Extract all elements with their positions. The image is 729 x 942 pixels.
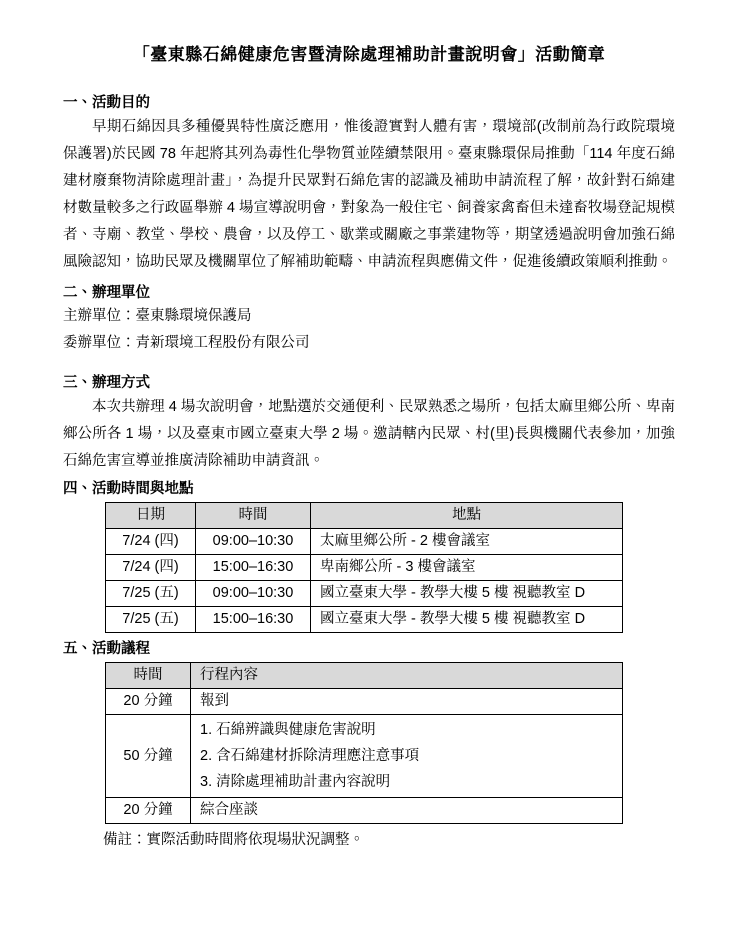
agenda-row	[106, 689, 623, 715]
section-heading-agenda: 五、活動議程	[63, 641, 150, 657]
section-heading-schedule: 四、活動時間與地點	[63, 481, 194, 497]
schedule-row	[106, 581, 623, 607]
agenda-content: 報到	[191, 689, 623, 715]
agenda-row	[106, 798, 623, 824]
section-purpose	[63, 93, 675, 276]
schedule-table	[105, 502, 623, 633]
agenda-duration: 20 分鐘	[106, 689, 191, 715]
agenda-duration: 20 分鐘	[106, 798, 191, 824]
agenda-duration: 50 分鐘	[106, 715, 191, 798]
schedule-header-location: 地點	[311, 503, 623, 529]
agenda-note: 備註：實際活動時間將依現場狀況調整。	[103, 832, 364, 848]
method-paragraph: 本次共辦理 4 場次說明會，地點選於交通便利、民眾熟悉之場所，包括太麻里鄉公所、卑南鄉公所各 1 場，以及臺東市國立臺東大學 2 場。邀請轄內民眾、村(里)長與機關代表參加，加強石綿危害宣導並推廣清除補助申請資訊。	[63, 399, 675, 469]
agenda-header-row	[106, 663, 623, 689]
contractor-organizer-line: 委辦單位：青新環境工程股份有限公司	[63, 335, 310, 351]
schedule-date: 7/25 (五)	[106, 607, 196, 633]
schedule-header-date: 日期	[106, 503, 196, 529]
agenda-item: 3. 清除處理補助計畫內容說明	[200, 774, 391, 790]
schedule-row	[106, 555, 623, 581]
agenda-item: 1. 石綿辨識與健康危害說明	[200, 722, 376, 738]
schedule-date: 7/25 (五)	[106, 581, 196, 607]
agenda-content: 綜合座談	[191, 798, 623, 824]
host-organizer-line: 主辦單位：臺東縣環境保護局	[63, 308, 252, 324]
agenda-item: 2. 含石綿建材拆除清理應注意事項	[200, 748, 420, 764]
section-heading-purpose: 一、活動目的	[63, 95, 150, 111]
schedule-location: 國立臺東大學 - 教學大樓 5 樓 視聽教室 D	[311, 607, 623, 633]
schedule-time: 09:00–10:30	[196, 581, 311, 607]
agenda-content-list	[191, 715, 623, 798]
section-heading-organizers: 二、辦理單位	[63, 285, 150, 301]
schedule-time: 15:00–16:30	[196, 607, 311, 633]
schedule-location: 卑南鄉公所 - 3 樓會議室	[311, 555, 623, 581]
purpose-paragraph: 早期石綿因具多種優異特性廣泛應用，惟後證實對人體有害，環境部(改制前為行政院環境保護署)於民國 78 年起將其列為毒性化學物質並陸續禁限用。臺東縣環保局推動「114 年度石綿建材廢棄物清除處理計畫」，為提升民眾對石綿危害的認識及補助申請流程了解，故針對石綿建材數量較多之行政區舉辦 4 場宣導說明會，對象為一般住宅、飼養家禽畜但未達畜牧場登記規模者、寺廟、教堂、學校、農會，以及停工、歇業或關廠之事業建物等，期望透過說明會加強石綿風險認知，協助民眾及機關單位了解補助範疇、申請流程與應備文件，促進後續政策順利推動。	[63, 119, 675, 270]
agenda-header-content: 行程內容	[191, 663, 623, 689]
agenda-row	[106, 715, 623, 798]
section-schedule	[63, 479, 675, 633]
schedule-time: 09:00–10:30	[196, 529, 311, 555]
section-heading-method: 三、辦理方式	[63, 375, 150, 391]
schedule-row	[106, 607, 623, 633]
schedule-date: 7/24 (四)	[106, 555, 196, 581]
document-title: 「臺東縣石綿健康危害暨清除處理補助計畫說明會」活動簡章	[132, 45, 606, 64]
section-organizers	[63, 283, 675, 357]
section-method	[63, 373, 675, 475]
schedule-date: 7/24 (四)	[106, 529, 196, 555]
agenda-header-duration: 時間	[106, 663, 191, 689]
agenda-table	[105, 662, 623, 824]
schedule-location: 太麻里鄉公所 - 2 樓會議室	[311, 529, 623, 555]
schedule-header-time: 時間	[196, 503, 311, 529]
schedule-time: 15:00–16:30	[196, 555, 311, 581]
section-agenda	[63, 639, 675, 850]
schedule-header-row	[106, 503, 623, 529]
schedule-location: 國立臺東大學 - 教學大樓 5 樓 視聽教室 D	[311, 581, 623, 607]
schedule-row	[106, 529, 623, 555]
